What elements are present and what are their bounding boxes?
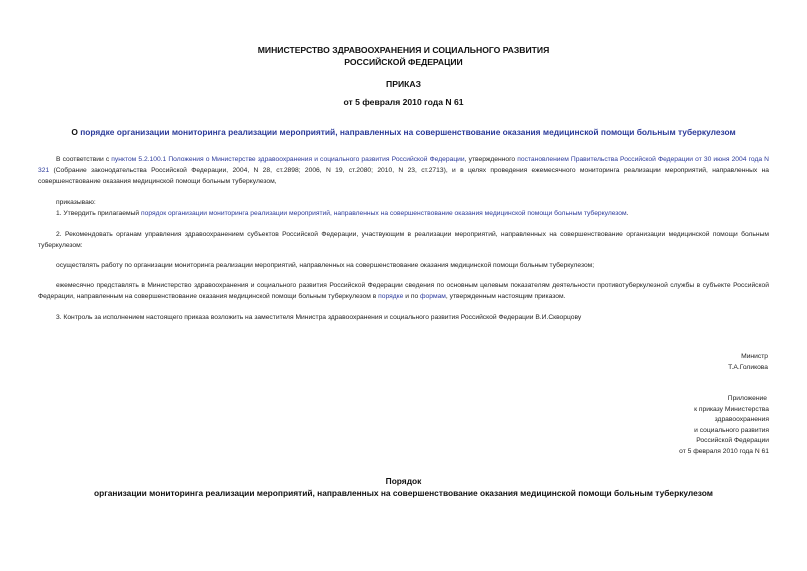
appendix-ref-line6: от 5 февраля 2010 года N 61 <box>679 447 769 455</box>
preamble-text-3: (Собрание законодательства Российской Федерации, 2004, N 28, ст.2898; 2006, N 19, ст.2080; 2010, N 23, ст.2713), и в целях проведения ежемесячного мониторинга реализации мероприятий, направленных на совершенствование оказания медицинской помощи больным туберкулезом, <box>38 167 769 185</box>
doc-title-prefix: О <box>71 127 81 137</box>
signature-name: Т.А.Голикова <box>728 363 768 371</box>
appendix-title-line1: Порядок <box>385 476 422 486</box>
item-2b-link-forms[interactable]: формам <box>420 293 446 300</box>
item-1-text-2: . <box>626 210 629 217</box>
appendix-ref-line4: и социального развития <box>694 426 769 434</box>
appendix-title-line2: организации мониторинга реализации мероприятий, направленных на совершенствование оказания медицинской помощи больным туберкулезом <box>94 488 713 498</box>
signature-position: Министр <box>741 353 768 360</box>
preamble-paragraph <box>38 154 769 187</box>
appendix-ref-line1: Приложение <box>727 395 767 402</box>
appendix-ref-line5: Российской Федерации <box>696 437 769 445</box>
doc-title-link[interactable]: порядке организации мониторинга реализации мероприятий, направленных на совершенствование оказания медицинской помощи больным туберкулезом <box>80 127 736 137</box>
item-2b-link-procedure[interactable]: порядке <box>378 293 404 300</box>
ministry-name-line1: МИНИСТЕРСТВО ЗДРАВООХРАНЕНИЯ И СОЦИАЛЬНОГО РАЗВИТИЯ <box>257 45 550 55</box>
appendix-ref-line2: к приказу Министерства <box>694 405 769 413</box>
doc-type: ПРИКАЗ <box>386 79 421 89</box>
item-3: 3. Контроль за исполнением настоящего приказа возложить на заместителя Министра здравоохранения и социального развития Российской Федерации В.И.Скворцову <box>56 314 582 321</box>
appendix-reference <box>659 394 769 458</box>
item-2a: осуществлять работу по организации мониторинга реализации мероприятий, направленных на совершенствование оказания медицинской помощи больным туберкулезом; <box>56 262 595 269</box>
item-2: 2. Рекомендовать органам управления здравоохранением субъектов Российской Федерации, участвующим в реализации мероприятий, направленных на совершенствование организации медицинской помощи больным туберкулезом: <box>38 231 769 249</box>
signature-block <box>568 352 768 373</box>
order-word: приказываю: <box>56 199 96 206</box>
item-1-link-procedure[interactable]: порядок организации мониторинга реализации мероприятий, направленных на совершенствование оказания медицинской помощи больным туберкулезом <box>140 210 627 217</box>
doc-date-number: от 5 февраля 2010 года N 61 <box>343 97 464 107</box>
item-2b <box>38 280 769 302</box>
doc-title <box>0 127 807 137</box>
ministry-name-line2: РОССИЙСКОЙ ФЕДЕРАЦИИ <box>344 57 463 67</box>
item-2b-text-3: , утвержденным настоящим приказом. <box>445 293 566 300</box>
preamble-text-2: , утвержденного <box>464 156 518 163</box>
item-1-text-1: 1. Утвердить прилагаемый <box>56 210 141 217</box>
preamble-link-resolution[interactable]: постановлением Правительства Российской Федерации от 30 июня 2004 года N 321 <box>38 156 769 174</box>
appendix-ref-line3: здравоохранения <box>714 416 769 424</box>
item-2b-text-1: ежемесячно представлять в Министерство здравоохранения и социального развития Российской Федерации сведения по основным целевым показателям деятельности противотуберкулезной службы в субъекте Российской Федерации, направленным на совершенствование оказания медицинской помощи больным туберкулезом в <box>38 282 769 300</box>
item-1 <box>38 208 769 219</box>
item-2b-text-2: и по <box>403 293 421 300</box>
preamble-text-1: В соответствии с <box>56 156 112 163</box>
preamble-link-regulation[interactable]: пунктом 5.2.100.1 Положения о Министерстве здравоохранения и социального развития Российской Федерации <box>111 156 465 163</box>
